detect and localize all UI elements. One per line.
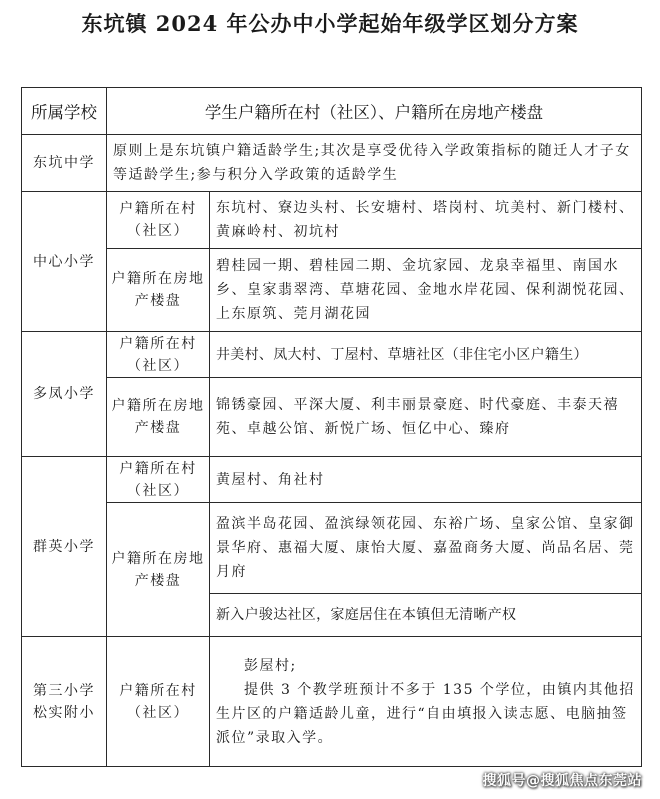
area-text: 盈滨半岛花园、盈滨绿领花园、东裕广场、皇家公馆、皇家御景华府、惠福大厦、康怡大厦、嘉盈商务大厦、尚品名居、莞月府 — [210, 503, 642, 594]
school-name: 东坑中学 — [22, 135, 107, 192]
category-label: 户籍所在房地产楼盘 — [107, 503, 210, 637]
category-label: 户籍所在村（社区） — [107, 457, 210, 503]
header-school: 所属学校 — [22, 88, 107, 135]
detail-line: 彭屋村; — [244, 657, 297, 674]
area-text: 碧桂园一期、碧桂园二期、金坑家园、龙泉幸福里、南国水乡、皇家翡翠湾、草塘花园、金地水岸花园、保利湖悦花园、上东原筑、莞月湖花园 — [210, 249, 642, 332]
school-name — [22, 637, 107, 767]
area-text: 井美村、凤大村、丁屋村、草塘社区（非住宅小区户籍生） — [210, 332, 642, 378]
table-row — [22, 332, 642, 378]
table-row — [22, 503, 642, 594]
school-name-text: 第三小学松实附小 — [33, 682, 95, 721]
area-text — [210, 637, 642, 767]
category-label: 户籍所在房地产楼盘 — [107, 378, 210, 457]
area-text: 新入户骏达社区，家庭居住在本镇但无清晰产权 — [210, 594, 642, 637]
table-row — [22, 637, 642, 767]
school-name: 中心小学 — [22, 192, 107, 332]
category-label: 户籍所在房地产楼盘 — [107, 249, 210, 332]
detail-line: 提供 3 个教学班预计不多于 135 个学位，由镇内其他招生片区的户籍适龄儿童，进行“自由填报入读志愿、电脑抽签派位”录取入学。 — [216, 681, 635, 746]
header-area: 学生户籍所在村（社区）、户籍所在房地产楼盘 — [107, 88, 642, 135]
district-table — [21, 87, 642, 767]
school-name: 多凤小学 — [22, 332, 107, 457]
category-label: 户籍所在村（社区） — [107, 192, 210, 249]
table-row — [22, 192, 642, 249]
area-text: 黄屋村、角社村 — [210, 457, 642, 503]
table-row — [22, 378, 642, 457]
school-name: 群英小学 — [22, 457, 107, 637]
watermark: 搜狐号@搜狐焦点东莞站 — [482, 773, 642, 789]
table-header-row — [22, 88, 642, 135]
area-text: 锦锈豪园、平深大厦、利丰丽景豪庭、时代豪庭、丰泰天禧苑、卓越公馆、新悦广场、恒亿中心、臻府 — [210, 378, 642, 457]
area-text: 东坑村、寮边头村、长安塘村、塔岗村、坑美村、新门楼村、黄麻岭村、初坑村 — [210, 192, 642, 249]
page-title: 东坑镇 2024 年公办中小学起始年级学区划分方案 — [81, 11, 579, 36]
area-text: 原则上是东坑镇户籍适龄学生;其次是享受优待入学政策指标的随迁人才子女等适龄学生;参与积分入学政策的适龄学生 — [107, 135, 642, 192]
category-label: 户籍所在村（社区） — [107, 637, 210, 767]
table-row — [22, 457, 642, 503]
table-row — [22, 135, 642, 192]
category-label: 户籍所在村（社区） — [107, 332, 210, 378]
table-row — [22, 249, 642, 332]
